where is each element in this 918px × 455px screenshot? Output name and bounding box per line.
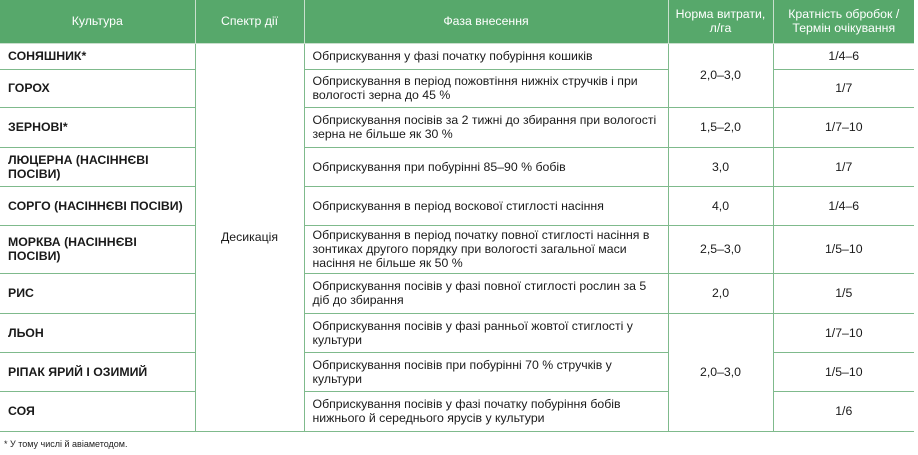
table-row [0, 225, 914, 273]
rate-cell: 2,0–3,0 [668, 43, 773, 107]
header-spectrum: Спектр дії [195, 0, 304, 43]
spectrum-cell: Десикація [195, 43, 304, 431]
crop-cell: СОРГО (НАСІННЄВІ ПОСІВИ) [0, 186, 195, 225]
table-row [0, 186, 914, 225]
phase-cell: Обприскування в період початку повної стиглості насіння в зонтиках другого порядку при вологості загальної маси насіння не більше як 50 % [304, 225, 668, 273]
crop-cell: ГОРОХ [0, 69, 195, 107]
rate-cell: 2,0–3,0 [668, 313, 773, 431]
phase-cell: Обприскування у фазі початку побуріння кошиків [304, 43, 668, 69]
crop-cell: ЛЮЦЕРНА (НАСІННЄВІ ПОСІВИ) [0, 147, 195, 186]
table-row [0, 107, 914, 147]
table-row [0, 352, 914, 391]
rate-cell: 1,5–2,0 [668, 107, 773, 147]
frequency-cell: 1/5 [773, 273, 914, 313]
frequency-cell: 1/4–6 [773, 43, 914, 69]
crop-cell: СОЯ [0, 391, 195, 431]
phase-cell: Обприскування в період воскової стиглості насіння [304, 186, 668, 225]
header-phase: Фаза внесення [304, 0, 668, 43]
header-rate: Норма витрати, л/га [668, 0, 773, 43]
phase-cell: Обприскування в період пожовтіння нижніх стручків і при вологості зерна до 45 % [304, 69, 668, 107]
rate-cell: 2,5–3,0 [668, 225, 773, 273]
phase-cell: Обприскування посівів при побурінні 70 % стручків у культури [304, 352, 668, 391]
phase-cell: Обприскування при побурінні 85–90 % бобів [304, 147, 668, 186]
table-row [0, 273, 914, 313]
header-frequency: Кратність обробок / Термін очікування [773, 0, 914, 43]
frequency-cell: 1/7 [773, 147, 914, 186]
table-row [0, 43, 914, 69]
rate-cell: 2,0 [668, 273, 773, 313]
frequency-cell: 1/7 [773, 69, 914, 107]
frequency-cell: 1/7–10 [773, 313, 914, 352]
table-row [0, 391, 914, 431]
crop-cell: ЛЬОН [0, 313, 195, 352]
frequency-cell: 1/5–10 [773, 225, 914, 273]
crop-cell: МОРКВА (НАСІННЄВІ ПОСІВИ) [0, 225, 195, 273]
crop-cell: СОНЯШНИК* [0, 43, 195, 69]
rate-cell: 4,0 [668, 186, 773, 225]
phase-cell: Обприскування посівів за 2 тижні до збирання при вологості зерна не більше як 30 % [304, 107, 668, 147]
crop-cell: РИС [0, 273, 195, 313]
table-row [0, 69, 914, 107]
phase-cell: Обприскування посівів у фазі ранньої жовтої стиглості у культури [304, 313, 668, 352]
table-row [0, 147, 914, 186]
frequency-cell: 1/5–10 [773, 352, 914, 391]
crop-cell: РІПАК ЯРИЙ І ОЗИМИЙ [0, 352, 195, 391]
footnote: * У тому числі й авіаметодом. [4, 439, 128, 449]
phase-cell: Обприскування посівів у фазі початку побуріння бобів нижнього й середнього ярусів у культури [304, 391, 668, 431]
crop-cell: ЗЕРНОВІ* [0, 107, 195, 147]
frequency-cell: 1/7–10 [773, 107, 914, 147]
table-row [0, 313, 914, 352]
phase-cell: Обприскування посівів у фазі повної стиглості рослин за 5 діб до збирання [304, 273, 668, 313]
rate-cell: 3,0 [668, 147, 773, 186]
header-crop: Культура [0, 0, 195, 43]
header-row [0, 0, 914, 43]
frequency-cell: 1/4–6 [773, 186, 914, 225]
frequency-cell: 1/6 [773, 391, 914, 431]
